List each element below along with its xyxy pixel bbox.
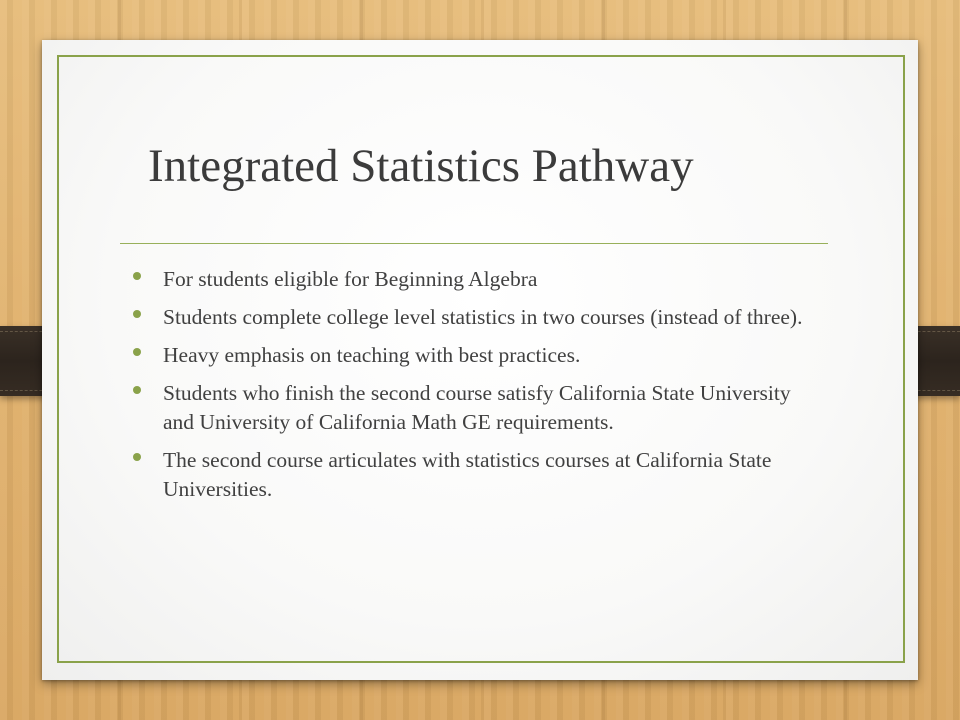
bullet-list xyxy=(133,265,813,513)
bullet-dot-icon xyxy=(133,348,141,356)
bullet-item xyxy=(133,341,813,370)
bullet-text: For students eligible for Beginning Algebra xyxy=(163,267,538,291)
bullet-dot-icon xyxy=(133,272,141,280)
bullet-text: Students who finish the second course satisfy California State University and University of California Math GE requirements. xyxy=(163,381,791,434)
bullet-text: The second course articulates with statistics courses at California State Universities. xyxy=(163,448,772,501)
bullet-text: Students complete college level statistics in two courses (instead of three). xyxy=(163,305,803,329)
bullet-dot-icon xyxy=(133,453,141,461)
slide-title: Integrated Statistics Pathway xyxy=(148,140,694,192)
bullet-dot-icon xyxy=(133,310,141,318)
title-divider xyxy=(120,243,828,244)
bullet-item xyxy=(133,265,813,294)
bullet-item xyxy=(133,303,813,332)
bullet-item xyxy=(133,379,813,437)
bullet-item xyxy=(133,446,813,504)
bullet-text: Heavy emphasis on teaching with best practices. xyxy=(163,343,581,367)
bullet-dot-icon xyxy=(133,386,141,394)
